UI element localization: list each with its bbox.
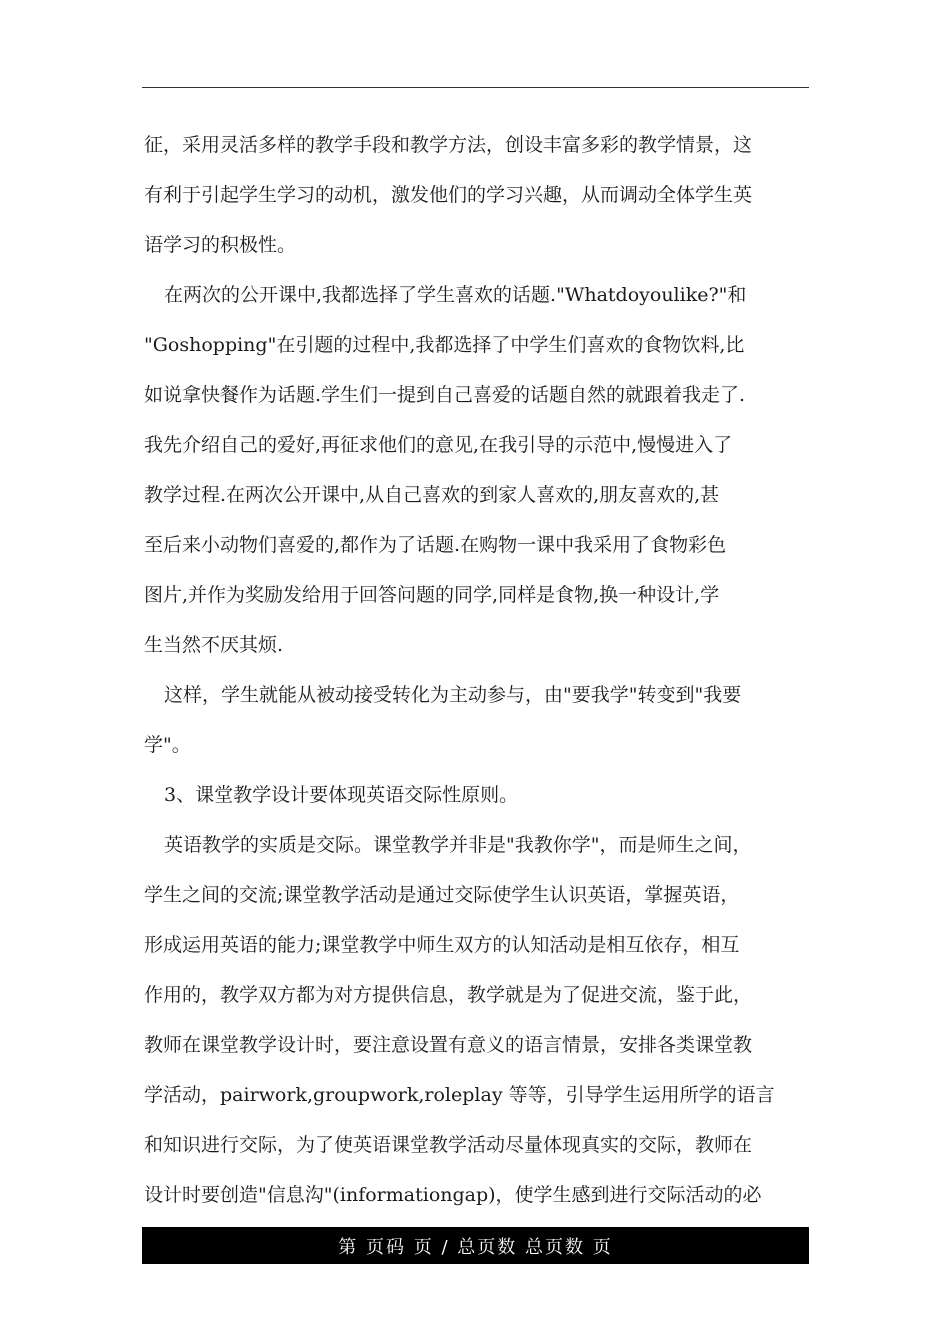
text-line: 形成运用英语的能力;课堂教学中师生双方的认知活动是相互依存，相互 (144, 934, 740, 956)
text-line: 图片,并作为奖励发给用于回答问题的同学,同样是食物,换一种设计,学 (144, 584, 720, 606)
text-line: 征，采用灵活多样的教学手段和教学方法，创设丰富多彩的教学情景，这 (144, 134, 753, 156)
text-line: 学活动，pairwork,groupwork,roleplay 等等，引导学生运用所学的语言 (144, 1084, 775, 1106)
document-body (144, 120, 812, 1220)
text-line: 如说拿快餐作为话题.学生们一提到自己喜爱的话题自然的就跟着我走了. (144, 384, 746, 406)
text-line: 设计时要创造"信息沟"(informationgap)，使学生感到进行交际活动的必 (144, 1184, 762, 1206)
text-line: 有利于引起学生学习的动机，激发他们的学习兴趣，从而调动全体学生英 (144, 184, 753, 206)
text-line: 英语教学的实质是交际。课堂教学并非是"我教你学"，而是师生之间， (164, 834, 752, 856)
text-line: 语学习的积极性。 (144, 234, 297, 256)
text-line: 我先介绍自己的爱好,再征求他们的意见,在我引导的示范中,慢慢进入了 (144, 434, 733, 456)
text-line: 学生之间的交流;课堂教学活动是通过交际使学生认识英语，掌握英语， (144, 884, 740, 906)
section-heading: 3、课堂教学设计要体现英语交际性原则。 (164, 784, 519, 806)
text-line: 教学过程.在两次公开课中,从自己喜欢的到家人喜欢的,朋友喜欢的,甚 (144, 484, 720, 506)
page-footer (142, 1227, 809, 1264)
text-line: 教师在课堂教学设计时，要注意设置有意义的语言情景，安排各类课堂教 (144, 1034, 753, 1056)
text-line: 学"。 (144, 734, 191, 756)
text-line: "Goshopping"在引题的过程中,我都选择了中学生们喜欢的食物饮料,比 (144, 334, 745, 356)
text-line: 作用的，教学双方都为对方提供信息，教学就是为了促进交流，鉴于此， (144, 984, 753, 1006)
text-line: 这样，学生就能从被动接受转化为主动参与，由"要我学"转变到"我要 (164, 684, 742, 706)
header-rule (142, 87, 809, 88)
text-line: 至后来小动物们喜爱的,都作为了话题.在购物一课中我采用了食物彩色 (144, 534, 727, 556)
text-line: 在两次的公开课中,我都选择了学生喜欢的话题."Whatdoyoulike?"和 (164, 284, 747, 306)
text-line: 生当然不厌其烦. (144, 634, 284, 656)
page-number-text: 第 页码 页 / 总页数 总页数 页 (338, 1236, 613, 1258)
text-line: 和知识进行交际，为了使英语课堂教学活动尽量体现真实的交际，教师在 (144, 1134, 753, 1156)
